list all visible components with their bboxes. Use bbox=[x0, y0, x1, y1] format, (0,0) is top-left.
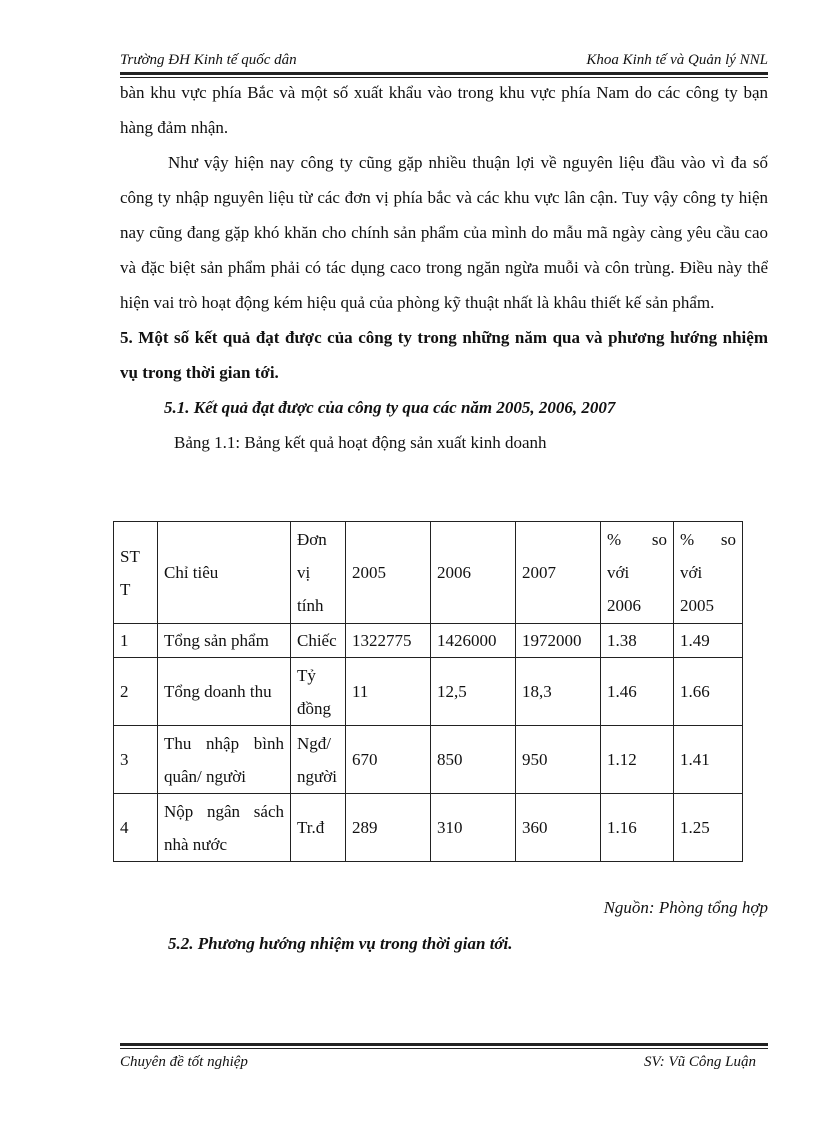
cell-stt: 3 bbox=[114, 726, 158, 794]
cell-2007: 1972000 bbox=[516, 624, 601, 658]
cell-vs-2005: 1.66 bbox=[674, 658, 743, 726]
header-chitieu: Chỉ tiêu bbox=[158, 522, 291, 624]
cell-2005: 289 bbox=[346, 794, 431, 862]
footer-rule bbox=[120, 1043, 768, 1049]
cell-chitieu: Nộp ngân sách nhà nước bbox=[158, 794, 291, 862]
cell-2006: 1426000 bbox=[431, 624, 516, 658]
table-row bbox=[114, 624, 743, 658]
section-5-1-heading: 5.1. Kết quả đạt được của công ty qua các năm 2005, 2006, 2007 bbox=[164, 398, 616, 417]
table-row bbox=[114, 726, 743, 794]
cell-2006: 12,5 bbox=[431, 658, 516, 726]
results-table bbox=[113, 521, 743, 862]
header-2006: 2006 bbox=[431, 522, 516, 624]
cell-donvi: Chiếc bbox=[291, 624, 346, 658]
header-left: Trường ĐH Kinh tế quốc dân bbox=[120, 52, 297, 68]
section-5-2-heading: 5.2. Phương hướng nhiệm vụ trong thời gian tới. bbox=[168, 934, 513, 953]
cell-2007: 18,3 bbox=[516, 658, 601, 726]
cell-2005: 11 bbox=[346, 658, 431, 726]
cell-chitieu: Thu nhập bình quân/ người bbox=[158, 726, 291, 794]
section-5-heading: 5. Một số kết quả đạt được của công ty trong những năm qua và phương hướng nhiệm vụ trong thời gian tới. bbox=[120, 328, 768, 382]
cell-stt: 2 bbox=[114, 658, 158, 726]
footer-left: Chuyên đề tốt nghiệp bbox=[120, 1054, 248, 1070]
body-text bbox=[120, 75, 768, 460]
cell-2006: 850 bbox=[431, 726, 516, 794]
cell-2005: 1322775 bbox=[346, 624, 431, 658]
page-header bbox=[120, 50, 768, 72]
header-donvi: Đơn vị tính bbox=[291, 522, 346, 624]
cell-donvi: Ngđ/ người bbox=[291, 726, 346, 794]
cell-vs-2005: 1.49 bbox=[674, 624, 743, 658]
header-vs-2006: % so với 2006 bbox=[601, 522, 674, 624]
cell-donvi: Tỷ đồng bbox=[291, 658, 346, 726]
cell-2007: 950 bbox=[516, 726, 601, 794]
cell-vs-2006: 1.12 bbox=[601, 726, 674, 794]
cell-2005: 670 bbox=[346, 726, 431, 794]
table-row bbox=[114, 658, 743, 726]
cell-chitieu: Tổng doanh thu bbox=[158, 658, 291, 726]
paragraph-2: Như vậy hiện nay công ty cũng gặp nhiều thuận lợi về nguyên liệu đầu vào vì đa số công ty nhập nguyên liệu từ các đơn vị phía bắc và các khu vực lân cận. Tuy vậy công ty hiện nay cũng đang gặp khó khăn cho chính sản phẩm của mình do mẫu mã ngày càng yêu cầu cao và đặc biệt sản phẩm phải có tác dụng caco trong ngăn ngừa muỗi và côn trùng. Điều này thể hiện vai trò hoạt động kém hiệu quả của phòng kỹ thuật nhất là khâu thiết kế sản phẩm. bbox=[120, 153, 768, 312]
cell-vs-2006: 1.16 bbox=[601, 794, 674, 862]
footer-right: SV: Vũ Công Luận bbox=[644, 1054, 756, 1070]
cell-2007: 360 bbox=[516, 794, 601, 862]
cell-vs-2005: 1.41 bbox=[674, 726, 743, 794]
table-caption: Bảng 1.1: Bảng kết quả hoạt động sản xuất kinh doanh bbox=[174, 433, 547, 452]
table-source: Nguồn: Phòng tổng hợp bbox=[603, 898, 768, 917]
cell-chitieu: Tổng sản phẩm bbox=[158, 624, 291, 658]
cell-vs-2006: 1.46 bbox=[601, 658, 674, 726]
cell-vs-2006: 1.38 bbox=[601, 624, 674, 658]
header-stt: ST T bbox=[114, 522, 158, 624]
header-vs-2005: % so với 2005 bbox=[674, 522, 743, 624]
header-2005: 2005 bbox=[346, 522, 431, 624]
cell-2006: 310 bbox=[431, 794, 516, 862]
table-header-row bbox=[114, 522, 743, 624]
cell-donvi: Tr.đ bbox=[291, 794, 346, 862]
header-right: Khoa Kinh tế và Quản lý NNL bbox=[586, 52, 768, 68]
header-2007: 2007 bbox=[516, 522, 601, 624]
cell-stt: 4 bbox=[114, 794, 158, 862]
cell-stt: 1 bbox=[114, 624, 158, 658]
paragraph-1: bàn khu vực phía Bắc và một số xuất khẩu vào trong khu vực phía Nam do các công ty bạn hàng đảm nhận. bbox=[120, 83, 768, 137]
table-row bbox=[114, 794, 743, 862]
cell-vs-2005: 1.25 bbox=[674, 794, 743, 862]
